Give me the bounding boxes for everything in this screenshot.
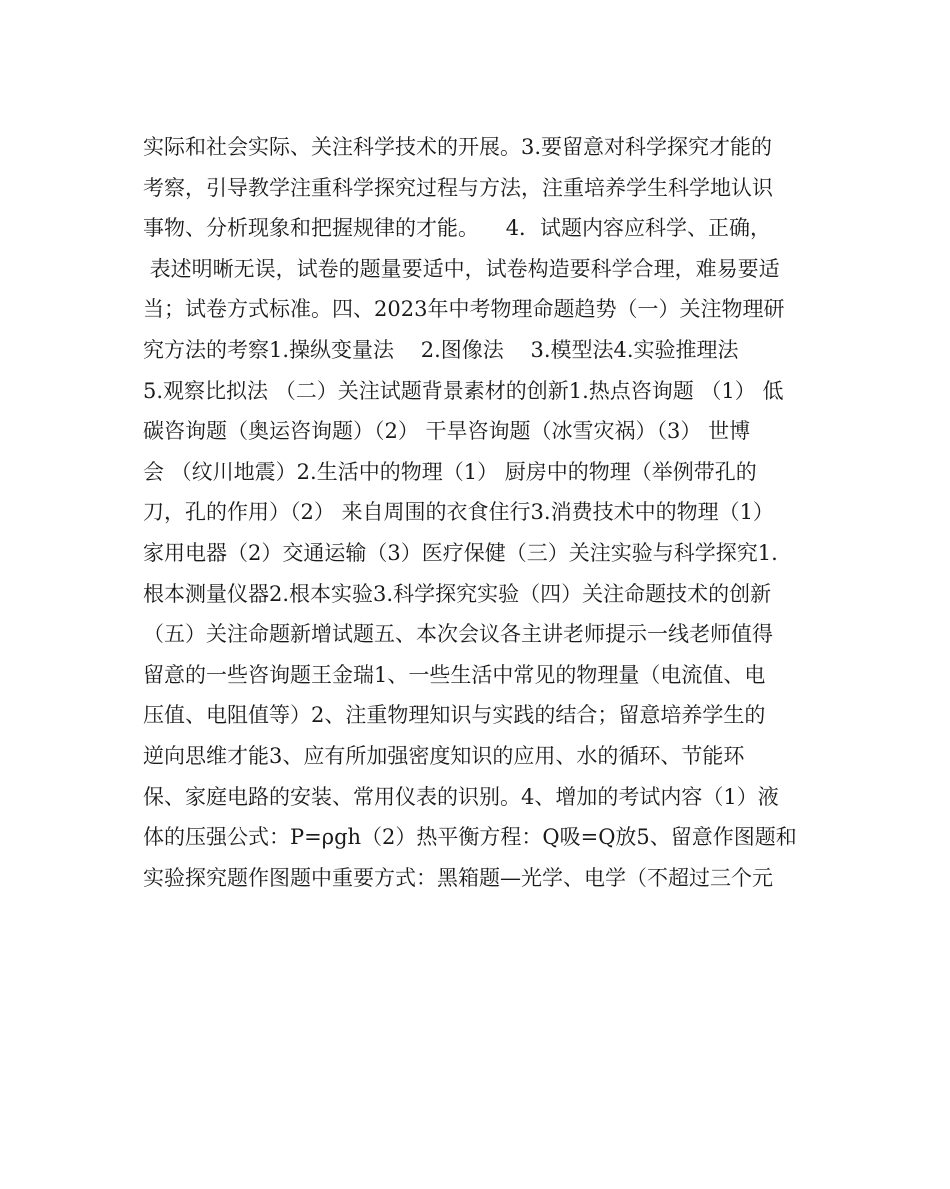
text-line: 实际和社会实际、关注科学技术的开展。3.要留意对科学探究才能的 <box>143 135 773 159</box>
text-line: 碳咨询题（奥运咨询题）（2） 干旱咨询题（冰雪灾祸）（3） 世博 <box>143 419 751 444</box>
text-line: 逆向思维才能3、应有所加强密度知识的应用、水的循环、节能环 <box>143 743 745 768</box>
text-line: 刀，孔的作用）（2） 来自周围的衣食住行3.消费技术中的物理（1） <box>143 500 774 525</box>
text-line: 考察，引导教学注重科学探究过程与方法，注重培养学生科学地认识 <box>143 175 773 200</box>
text-line: 事物、分析现象和把握规律的才能。 4．试题内容应科学、正确， <box>143 216 772 241</box>
text-line: 保、家庭电路的安装、常用仪表的识别。4、增加的考试内容（1）液 <box>143 784 779 809</box>
text-line: 压值、电阻值等）2、注重物理知识与实践的结合；留意培养学生的 <box>143 703 766 728</box>
text-line: 当；试卷方式标准。四、2023年中考物理命题趋势（一）关注物理研 <box>143 297 785 322</box>
text-line: 5.观察比拟法 （二）关注试题背景素材的创新1.热点咨询题 （1） 低 <box>143 378 784 403</box>
text-line: 留意的一些咨询题王金瑞1、一些生活中常见的物理量（电流值、电 <box>143 662 766 687</box>
text-line: 家用电器（2）交通运输（3）医疗保健（三）关注实验与科学探究1. <box>143 540 778 565</box>
text-line: （五）关注命题新增试题五、本次会议各主讲老师提示一线老师值得 <box>143 622 773 647</box>
text-line: 根本测量仪器2.根本实验3.科学探究实验（四）关注命题技术的创新 <box>143 581 772 606</box>
text-line: 会 （纹川地震）2.生活中的物理（1） 厨房中的物理（举例带孔的 <box>143 459 757 484</box>
text-line: 实验探究题作图题中重要方式：黑箱题—光学、电学（不超过三个元 <box>143 865 773 890</box>
text-line: 表述明晰无误，试卷的题量要适中，试卷构造要科学合理，难易要适 <box>143 256 780 281</box>
text-line: 体的压强公式：P=ρgh（2）热平衡方程：Q吸=Q放5、留意作图题和 <box>143 825 797 850</box>
body-text <box>143 127 823 898</box>
text-line: 究方法的考察1.操纵变量法 2.图像法 3.模型法4.实验推理法 <box>143 337 739 362</box>
